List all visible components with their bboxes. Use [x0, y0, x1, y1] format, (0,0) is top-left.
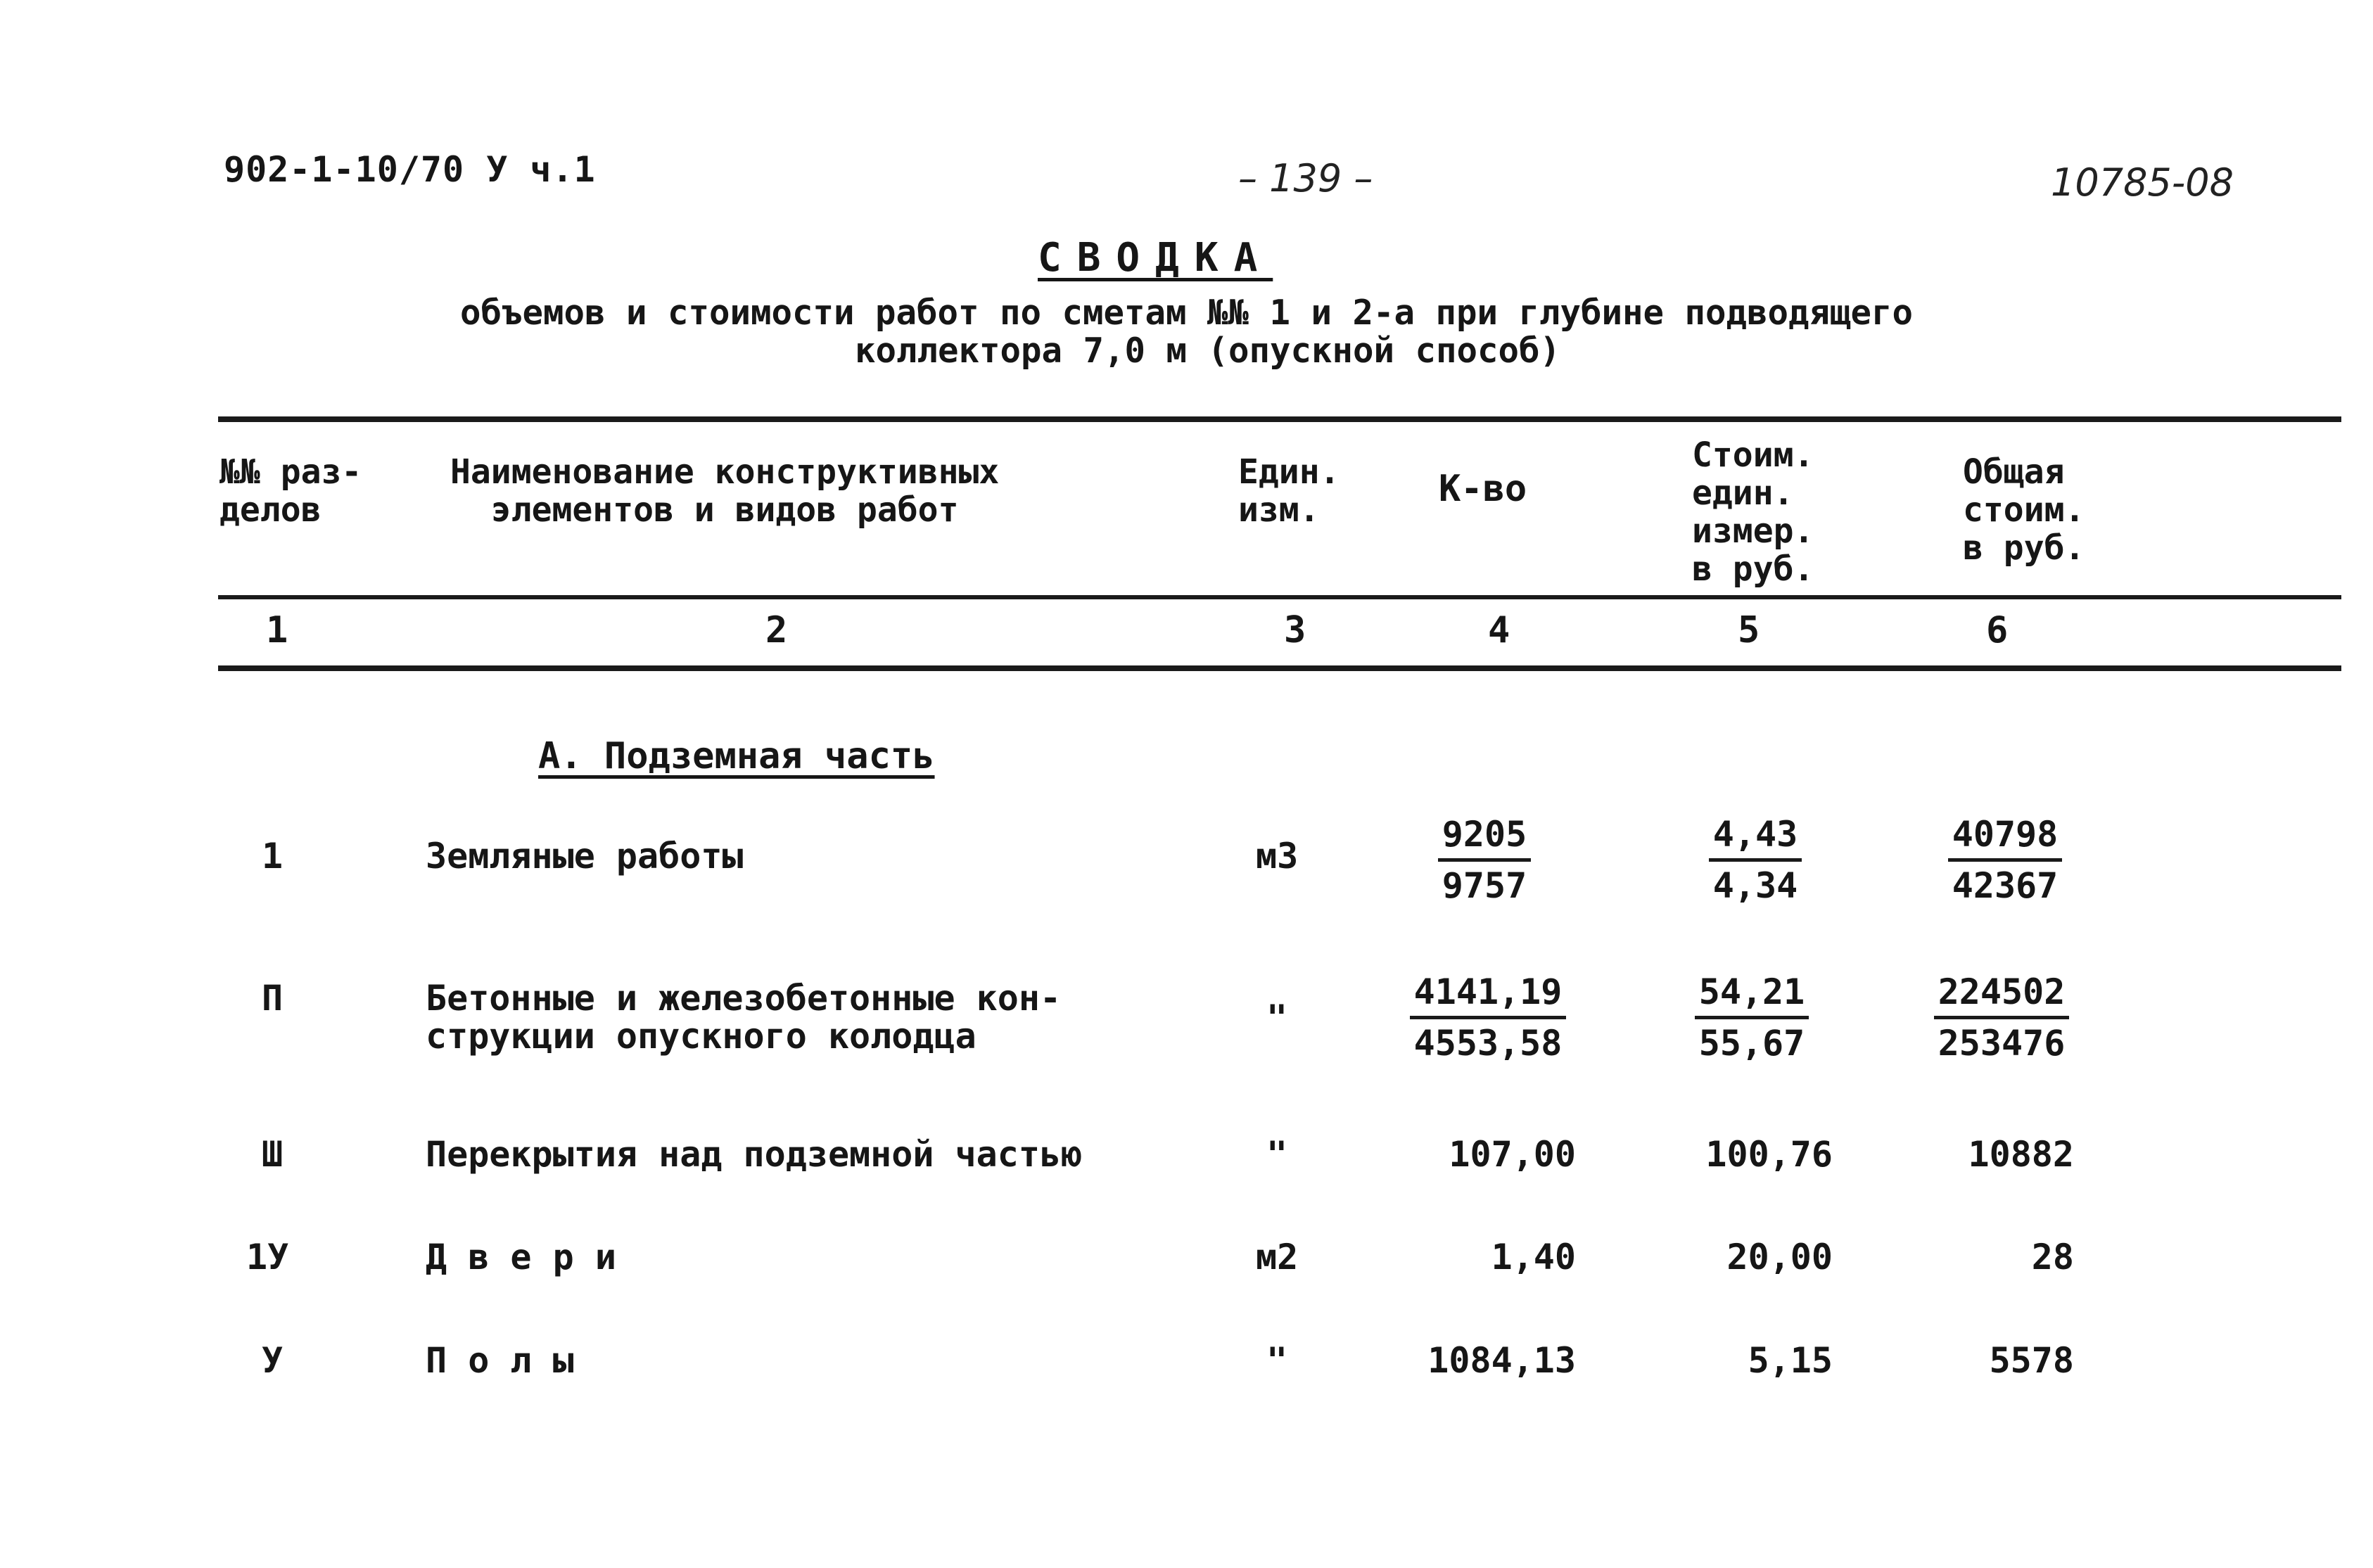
- row-quantity: [1414, 815, 1555, 905]
- row-unit: м3: [1256, 836, 1299, 877]
- total-cost-revised: 42367: [1952, 865, 2059, 906]
- total-cost-current: 40798: [1948, 815, 2063, 862]
- col-index-4: 4: [1488, 609, 1510, 651]
- unit-cost-revised: 4,34: [1712, 865, 1798, 906]
- row-quantity: 1084,13: [1427, 1340, 1576, 1381]
- col-header-section-num: №№ раз- делов: [220, 452, 362, 530]
- archive-number: 10785-08: [2051, 160, 2234, 205]
- row-unit-cost: 20,00: [1726, 1237, 1833, 1277]
- col-header-unit: Един. изм.: [1238, 452, 1340, 530]
- row-section-num: У: [262, 1340, 284, 1381]
- total-cost-current: 224502: [1934, 972, 2070, 1019]
- row-unit: ": [1266, 1340, 1288, 1381]
- row-total-cost: 10882: [1968, 1134, 2074, 1175]
- row-work-name: Перекрытия над подземной частью: [426, 1134, 1083, 1175]
- table-top-rule: [218, 416, 2341, 422]
- row-section-num: 1У: [246, 1237, 289, 1277]
- row-section-num: П: [262, 978, 284, 1019]
- page-number: – 139 –: [1238, 156, 1373, 200]
- row-section-num: Ш: [262, 1134, 284, 1175]
- col-header-total-cost: Общая стоим. в руб.: [1963, 452, 2085, 568]
- row-work-name: Д в е р и: [426, 1237, 616, 1277]
- col-index-2: 2: [765, 609, 788, 651]
- unit-cost-current: 54,21: [1695, 972, 1809, 1019]
- row-total-cost: 5578: [1989, 1340, 2074, 1381]
- document-title: СВОДКА: [1038, 235, 1273, 281]
- row-work-name: Земляные работы: [426, 836, 744, 877]
- row-unit: ": [1266, 997, 1288, 1038]
- total-cost-revised: 253476: [1938, 1023, 2066, 1064]
- col-index-3: 3: [1284, 609, 1306, 651]
- col-index-5: 5: [1738, 609, 1760, 651]
- col-header-name: Наименование конструктивных элементов и видов работ: [450, 452, 1000, 530]
- quantity-revised: 4553,58: [1413, 1023, 1563, 1064]
- row-work-name: Бетонные и железобетонные кон-: [426, 978, 1062, 1019]
- row-work-name-cont: струкции опускного колодца: [426, 1016, 976, 1057]
- unit-cost-revised: 55,67: [1698, 1023, 1805, 1064]
- col-index-1: 1: [266, 609, 288, 651]
- row-quantity: [1400, 972, 1576, 1063]
- table-index-rule: [218, 665, 2341, 671]
- row-unit-cost: 5,15: [1748, 1340, 1833, 1381]
- col-header-quantity: К-во: [1439, 468, 1527, 510]
- section-heading: А. Подземная часть: [538, 735, 935, 777]
- row-quantity: 107,00: [1449, 1134, 1576, 1175]
- unit-cost-current: 4,43: [1709, 815, 1802, 862]
- subtitle-line-2: коллектора 7,0 м (опускной способ): [854, 331, 1561, 371]
- row-unit-cost: [1685, 815, 1826, 905]
- row-section-num: 1: [262, 836, 284, 877]
- quantity-revised: 9757: [1442, 865, 1527, 906]
- col-header-unit-cost: Стоим. един. измер. в руб.: [1692, 435, 1814, 589]
- row-total-cost: 28: [2031, 1237, 2074, 1277]
- document-code: 902-1-10/70 У ч.1: [224, 149, 596, 190]
- row-unit-cost: 100,76: [1705, 1134, 1833, 1175]
- row-unit: ": [1266, 1134, 1288, 1175]
- quantity-current: 4141,19: [1410, 972, 1567, 1019]
- row-unit-cost: [1678, 972, 1826, 1063]
- subtitle-line-1: объемов и стоимости работ по сметам №№ 1 и 2-а при глубине подводящего: [459, 293, 1914, 333]
- table-header-rule: [218, 595, 2341, 599]
- row-total-cost: [1928, 815, 2082, 905]
- row-unit: м2: [1256, 1237, 1299, 1277]
- row-quantity: 1,40: [1491, 1237, 1576, 1277]
- quantity-current: 9205: [1438, 815, 1531, 862]
- row-total-cost: [1914, 972, 2089, 1063]
- col-index-6: 6: [1986, 609, 2009, 651]
- row-work-name: П о л ы: [426, 1340, 574, 1381]
